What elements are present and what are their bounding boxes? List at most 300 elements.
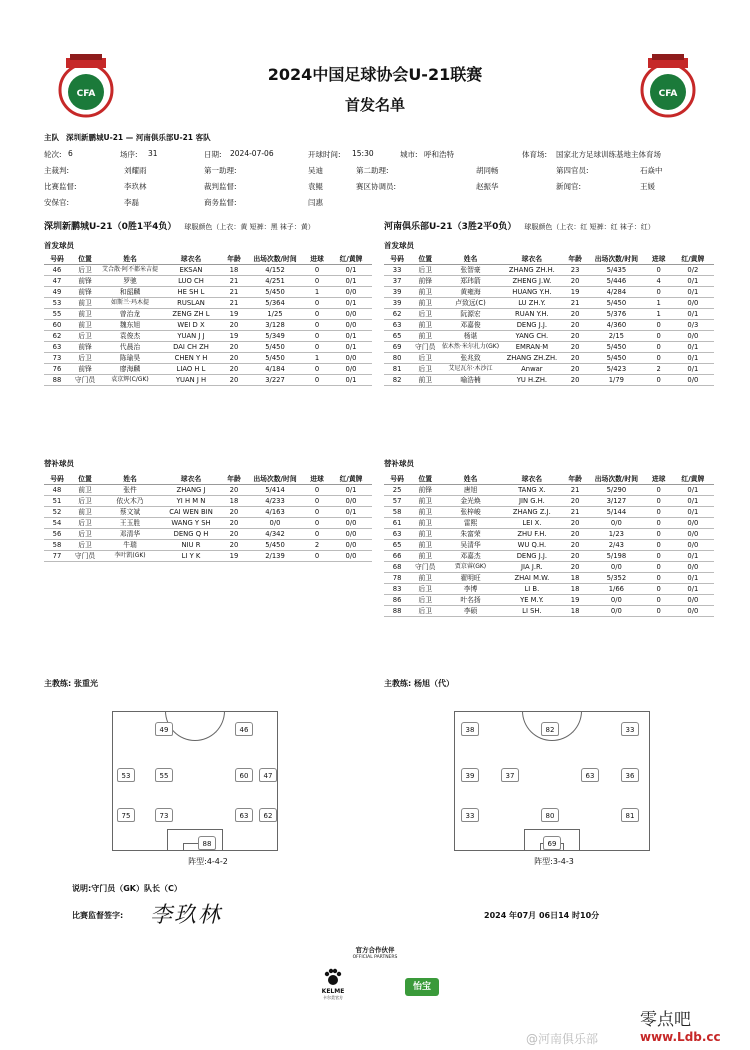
table-row [44,308,372,319]
table-cell: 后卫 [70,264,100,275]
table-cell: 5/349 [246,330,304,341]
table-cell: 0/0 [672,605,714,616]
table-cell: 19 [222,550,246,561]
away-starters-label: 首发球员 [384,241,414,250]
table-cell: ZHANG ZH.H. [501,264,563,275]
table-cell: 0 [646,319,672,330]
away-shirt: 38 [461,722,479,736]
table-cell: 如斯兰·玛木提 [100,297,160,308]
table-cell: 0/0 [587,517,645,528]
table-row [384,572,714,583]
table-cell: 叶名扬 [440,594,500,605]
table-row [384,550,714,561]
table-cell: 张智豪 [440,264,500,275]
table-cell: 后卫 [410,363,440,374]
table-cell: 2 [304,539,330,550]
table-cell: 0 [304,528,330,539]
table-cell: 4/360 [587,319,645,330]
signed-datetime: 2024 年07月 06日14 时10分 [484,911,600,920]
home-shirt: 60 [235,768,253,782]
away-formation-pitch [454,711,650,851]
table-cell: 81 [384,363,410,374]
table-cell: 39 [384,286,410,297]
table-cell: 80 [384,352,410,363]
table-cell: 后卫 [410,583,440,594]
table-cell: 33 [384,264,410,275]
table-cell: DAI CH ZH [160,341,222,352]
table-cell: 20 [222,363,246,374]
table-cell: 0/0 [587,605,645,616]
table-cell: 5/450 [246,286,304,297]
table-row [44,539,372,550]
table-cell: 0/1 [330,330,372,341]
table-cell: 47 [44,275,70,286]
column-header: 位置 [410,253,440,264]
table-cell: 0 [304,484,330,495]
column-header: 红/黄牌 [672,473,714,484]
table-cell: 1 [304,286,330,297]
table-cell: 20 [563,330,587,341]
table-cell: 0/3 [672,319,714,330]
officials-row-3: 安保官: 李磊 商务监督: 闫惠 [44,198,323,207]
table-cell: 2 [646,363,672,374]
table-cell: 罗驰 [100,275,160,286]
table-cell: 58 [384,506,410,517]
table-cell: 20 [563,374,587,385]
table-cell: 5/144 [587,506,645,517]
table-cell: 依火木乃 [100,495,160,506]
table-cell: 前卫 [410,374,440,385]
column-header: 红/黄牌 [330,253,372,264]
table-cell: 20 [563,363,587,374]
column-header: 球衣名 [501,253,563,264]
column-header: 年龄 [222,473,246,484]
column-header: 进球 [646,473,672,484]
table-cell: 0 [304,264,330,275]
away-starters-table [384,253,714,386]
table-cell: LI SH. [501,605,563,616]
table-cell: 0/1 [330,506,372,517]
table-cell: 邓嘉俊 [440,319,500,330]
table-cell: 58 [44,539,70,550]
table-cell: 前锋 [70,286,100,297]
partners-subtitle: OFFICIAL PARTNERS [352,955,398,960]
table-cell: 0/1 [672,286,714,297]
table-cell: 19 [563,286,587,297]
column-header: 出场次数/时间 [587,253,645,264]
table-cell: 0 [646,550,672,561]
table-cell: 0 [646,374,672,385]
away-shirt: 69 [543,836,561,850]
table-cell: 0/1 [330,264,372,275]
table-cell: 0/1 [672,352,714,363]
watermark-weibo: @河南俱乐部 [526,1032,599,1046]
table-cell: 0/0 [330,550,372,561]
match-teams-row: 主队 深圳新鹏城U-21 — 河南俱乐部U-21 客队 [44,133,211,142]
table-row [384,264,714,275]
table-cell: 51 [44,495,70,506]
table-cell: 88 [384,605,410,616]
table-cell: 63 [384,319,410,330]
table-row [44,363,372,374]
table-cell: 20 [222,484,246,495]
table-cell: 5/450 [246,352,304,363]
table-cell: 1/23 [587,528,645,539]
table-cell: 0/0 [246,517,304,528]
table-cell: 20 [222,539,246,550]
table-row [384,583,714,594]
table-cell: 守门员 [410,341,440,352]
supervisor-signature: 李玖林 [150,903,223,928]
column-header: 出场次数/时间 [246,473,304,484]
home-shirt: 63 [235,808,253,822]
table-cell: 守门员 [410,561,440,572]
table-cell: 78 [384,572,410,583]
table-cell: 1/25 [246,308,304,319]
table-cell: LU ZH.Y. [501,297,563,308]
table-cell: 唐旭 [440,484,500,495]
table-cell: 21 [222,275,246,286]
home-shirt: 75 [117,808,135,822]
table-cell: 19 [222,330,246,341]
table-cell: 3/227 [246,374,304,385]
table-cell: 0/1 [330,341,372,352]
table-cell: 61 [384,517,410,528]
table-cell: 0/0 [330,539,372,550]
table-cell: 23 [563,264,587,275]
table-row [44,264,372,275]
table-cell: 20 [222,341,246,352]
column-header: 位置 [70,253,100,264]
table-cell: NIU R [160,539,222,550]
table-cell: 后卫 [70,352,100,363]
table-cell: 前锋 [410,484,440,495]
away-shirt: 33 [461,808,479,822]
table-cell: 20 [563,352,587,363]
table-cell: 0 [646,528,672,539]
column-header: 年龄 [563,473,587,484]
table-row [44,319,372,330]
table-row [44,286,372,297]
table-cell: YUAN J J [160,330,222,341]
table-row [384,517,714,528]
table-cell: 4/342 [246,528,304,539]
table-cell: LI B. [501,583,563,594]
table-row [384,561,714,572]
column-header: 进球 [646,253,672,264]
column-header: 球衣名 [160,473,222,484]
document-subtitle: 首发名单 [344,96,405,114]
table-cell: 1 [304,352,330,363]
table-cell: 18 [222,264,246,275]
column-header: 红/黄牌 [672,253,714,264]
table-cell: 吴清华 [440,539,500,550]
away-shirt: 82 [541,722,559,736]
table-cell: 20 [563,550,587,561]
table-cell: 1/66 [587,583,645,594]
table-cell: 5/198 [587,550,645,561]
away-shirt: 81 [621,808,639,822]
table-cell: EMRAN·M [501,341,563,352]
home-shirt: 53 [117,768,135,782]
table-cell: 20 [222,528,246,539]
table-row [44,352,372,363]
table-cell: 4/251 [246,275,304,286]
table-cell: 0 [304,495,330,506]
table-cell: 0/1 [672,341,714,352]
table-cell: 0/1 [672,308,714,319]
table-cell: 0/0 [672,374,714,385]
table-cell: 和韶麟 [100,286,160,297]
table-cell: 55 [44,308,70,319]
column-header: 姓名 [100,253,160,264]
table-cell: 37 [384,275,410,286]
home-subs-label: 替补球员 [44,459,74,468]
table-cell: 46 [44,264,70,275]
home-subs-table [44,473,372,562]
table-row [44,550,372,561]
table-cell: 李叶凯(GK) [100,550,160,561]
table-cell: 4/152 [246,264,304,275]
home-formation-label: 阵型:4-4-2 [188,857,228,866]
table-cell: 前卫 [410,528,440,539]
table-cell: 0 [646,517,672,528]
table-cell: 56 [44,528,70,539]
table-cell: 63 [44,341,70,352]
table-cell: 前卫 [410,550,440,561]
home-formation-pitch [112,711,278,851]
away-shirt: 39 [461,768,479,782]
table-cell: 李硕 [440,605,500,616]
table-cell: 0 [646,539,672,550]
table-cell: 0 [646,572,672,583]
table-row [384,605,714,616]
table-cell: 前卫 [410,330,440,341]
table-cell: 0/1 [330,484,372,495]
table-cell: 20 [222,506,246,517]
table-cell: 0 [646,341,672,352]
home-shirt: 88 [198,836,216,850]
table-cell: 5/352 [587,572,645,583]
table-cell: 前卫 [70,297,100,308]
table-cell: 5/364 [246,297,304,308]
table-cell: HE SH L [160,286,222,297]
table-cell: 57 [384,495,410,506]
table-cell: 20 [222,374,246,385]
table-cell: 前卫 [70,484,100,495]
away-shirt: 33 [621,722,639,736]
table-cell: 0 [304,297,330,308]
watermark-url: www.Ldb.cc [640,1030,721,1044]
table-cell: 54 [44,517,70,528]
table-row [384,484,714,495]
column-header: 位置 [410,473,440,484]
table-row [44,495,372,506]
table-row [384,297,714,308]
column-header: 姓名 [100,473,160,484]
table-cell: 0 [646,594,672,605]
column-header: 位置 [70,473,100,484]
table-row [44,506,372,517]
table-cell: 0 [646,352,672,363]
table-cell: 0/0 [330,319,372,330]
table-cell: 张梓峻 [440,506,500,517]
table-cell: 20 [563,539,587,550]
column-header: 号码 [384,253,410,264]
home-shirt: 62 [259,808,277,822]
home-starters-table [44,253,372,386]
table-cell: 0/0 [672,528,714,539]
table-cell: 5/414 [246,484,304,495]
table-cell: 艾尼瓦尔·木沙江 [440,363,500,374]
table-row [384,594,714,605]
table-cell: 20 [222,517,246,528]
away-subs-table [384,473,714,617]
table-cell: HUANG Y.H. [501,286,563,297]
table-row [44,517,372,528]
officials-row-1: 主裁判: 刘耀雨 第一助理: 吴迪 第二助理: 胡同畅 第四官员: 石焱中 [44,166,663,175]
cestbon-logo: 怡宝 [405,978,439,996]
table-cell: 0 [646,286,672,297]
table-cell: 贾京睿(GK) [440,561,500,572]
column-header: 号码 [44,473,70,484]
table-cell: YUAN J H [160,374,222,385]
table-cell: 0 [646,605,672,616]
table-cell: 20 [563,561,587,572]
table-cell: 守门员 [70,374,100,385]
table-cell: 82 [384,374,410,385]
table-cell: 60 [44,319,70,330]
table-cell: JIA J.R. [501,561,563,572]
table-cell: 39 [384,297,410,308]
table-cell: CHEN Y H [160,352,222,363]
table-cell: 张件 [100,484,160,495]
table-cell: 前锋 [70,363,100,374]
table-cell: 后卫 [410,352,440,363]
table-cell: 20 [563,308,587,319]
column-header: 球衣名 [160,253,222,264]
table-cell: 62 [44,330,70,341]
table-cell: 0 [646,264,672,275]
table-cell: 0/0 [330,363,372,374]
table-cell: ZHANG ZH.ZH. [501,352,563,363]
table-cell: 0/1 [330,374,372,385]
table-cell: 3/127 [587,495,645,506]
table-cell: 后卫 [410,594,440,605]
table-cell: 0/1 [672,583,714,594]
table-cell: 5/450 [587,352,645,363]
table-cell: 88 [44,374,70,385]
table-cell: 杨谌 [440,330,500,341]
table-row [384,308,714,319]
table-cell: 25 [384,484,410,495]
table-cell: 0 [646,484,672,495]
table-cell: 后卫 [70,528,100,539]
table-cell: 4/163 [246,506,304,517]
home-coach: 主教练: 张重光 [44,679,98,688]
table-cell: 0/0 [672,330,714,341]
table-cell: 陈瑜昊 [100,352,160,363]
table-cell: 0 [304,341,330,352]
away-coach: 主教练: 杨旭（代） [384,679,454,688]
table-cell: LEI X. [501,517,563,528]
table-cell: 77 [44,550,70,561]
table-cell: 0 [304,550,330,561]
table-cell: 0/0 [672,517,714,528]
table-cell: 21 [563,484,587,495]
table-cell: 18 [563,583,587,594]
column-header: 号码 [384,473,410,484]
table-cell: 5/450 [246,539,304,550]
table-row [384,539,714,550]
table-cell: 0/0 [330,495,372,506]
table-cell: 魏东旭 [100,319,160,330]
column-header: 姓名 [440,253,500,264]
home-shirt: 46 [235,722,253,736]
away-formation-label: 阵型:3-4-3 [534,857,574,866]
table-cell: 0/0 [330,286,372,297]
away-shirt: 63 [581,768,599,782]
table-cell: 后卫 [410,308,440,319]
home-shirt: 73 [155,808,173,822]
table-cell: 前卫 [70,506,100,517]
table-cell: 0/1 [672,506,714,517]
table-cell: 朱富荣 [440,528,500,539]
table-cell: 前卫 [410,297,440,308]
table-cell: 0/1 [672,484,714,495]
officials-row-2: 比赛监督: 李玖林 裁判监督: 袁鲲 赛区协调员: 赵振华 新闻官: 王媛 [44,182,655,191]
table-cell: 前卫 [410,517,440,528]
table-cell: 守门员 [70,550,100,561]
table-cell: 68 [384,561,410,572]
table-cell: LIAO H L [160,363,222,374]
table-cell: 0/1 [672,363,714,374]
table-cell: ZHAI M.W. [501,572,563,583]
table-cell: RUSLAN [160,297,222,308]
table-row [44,528,372,539]
table-cell: 0/0 [330,528,372,539]
table-cell: 0 [646,583,672,594]
table-cell: 黄雍海 [440,286,500,297]
table-row [384,286,714,297]
table-cell: 19 [563,594,587,605]
table-cell: 王玉胜 [100,517,160,528]
table-cell: 廖海麟 [100,363,160,374]
table-cell: ZENG ZH L [160,308,222,319]
table-cell: 邓嘉杰 [440,550,500,561]
table-cell: 0/1 [672,572,714,583]
table-cell: 0 [646,561,672,572]
table-cell: 邓清华 [100,528,160,539]
table-cell: RUAN Y.H. [501,308,563,319]
table-row [384,528,714,539]
kelme-paw-icon [323,968,343,986]
table-cell: 20 [222,352,246,363]
table-cell: 牛瑞 [100,539,160,550]
table-cell: 20 [563,341,587,352]
table-cell: 4/233 [246,495,304,506]
table-cell: 喻浩楠 [440,374,500,385]
table-cell: 0/0 [672,297,714,308]
table-cell: 0/1 [330,275,372,286]
signature-label: 比赛监督签字: [72,911,124,920]
table-row [384,275,714,286]
table-cell: DENG J.J. [501,550,563,561]
home-starters-label: 首发球员 [44,241,74,250]
table-row [44,297,372,308]
table-cell: 李博 [440,583,500,594]
table-header-row [44,253,372,264]
